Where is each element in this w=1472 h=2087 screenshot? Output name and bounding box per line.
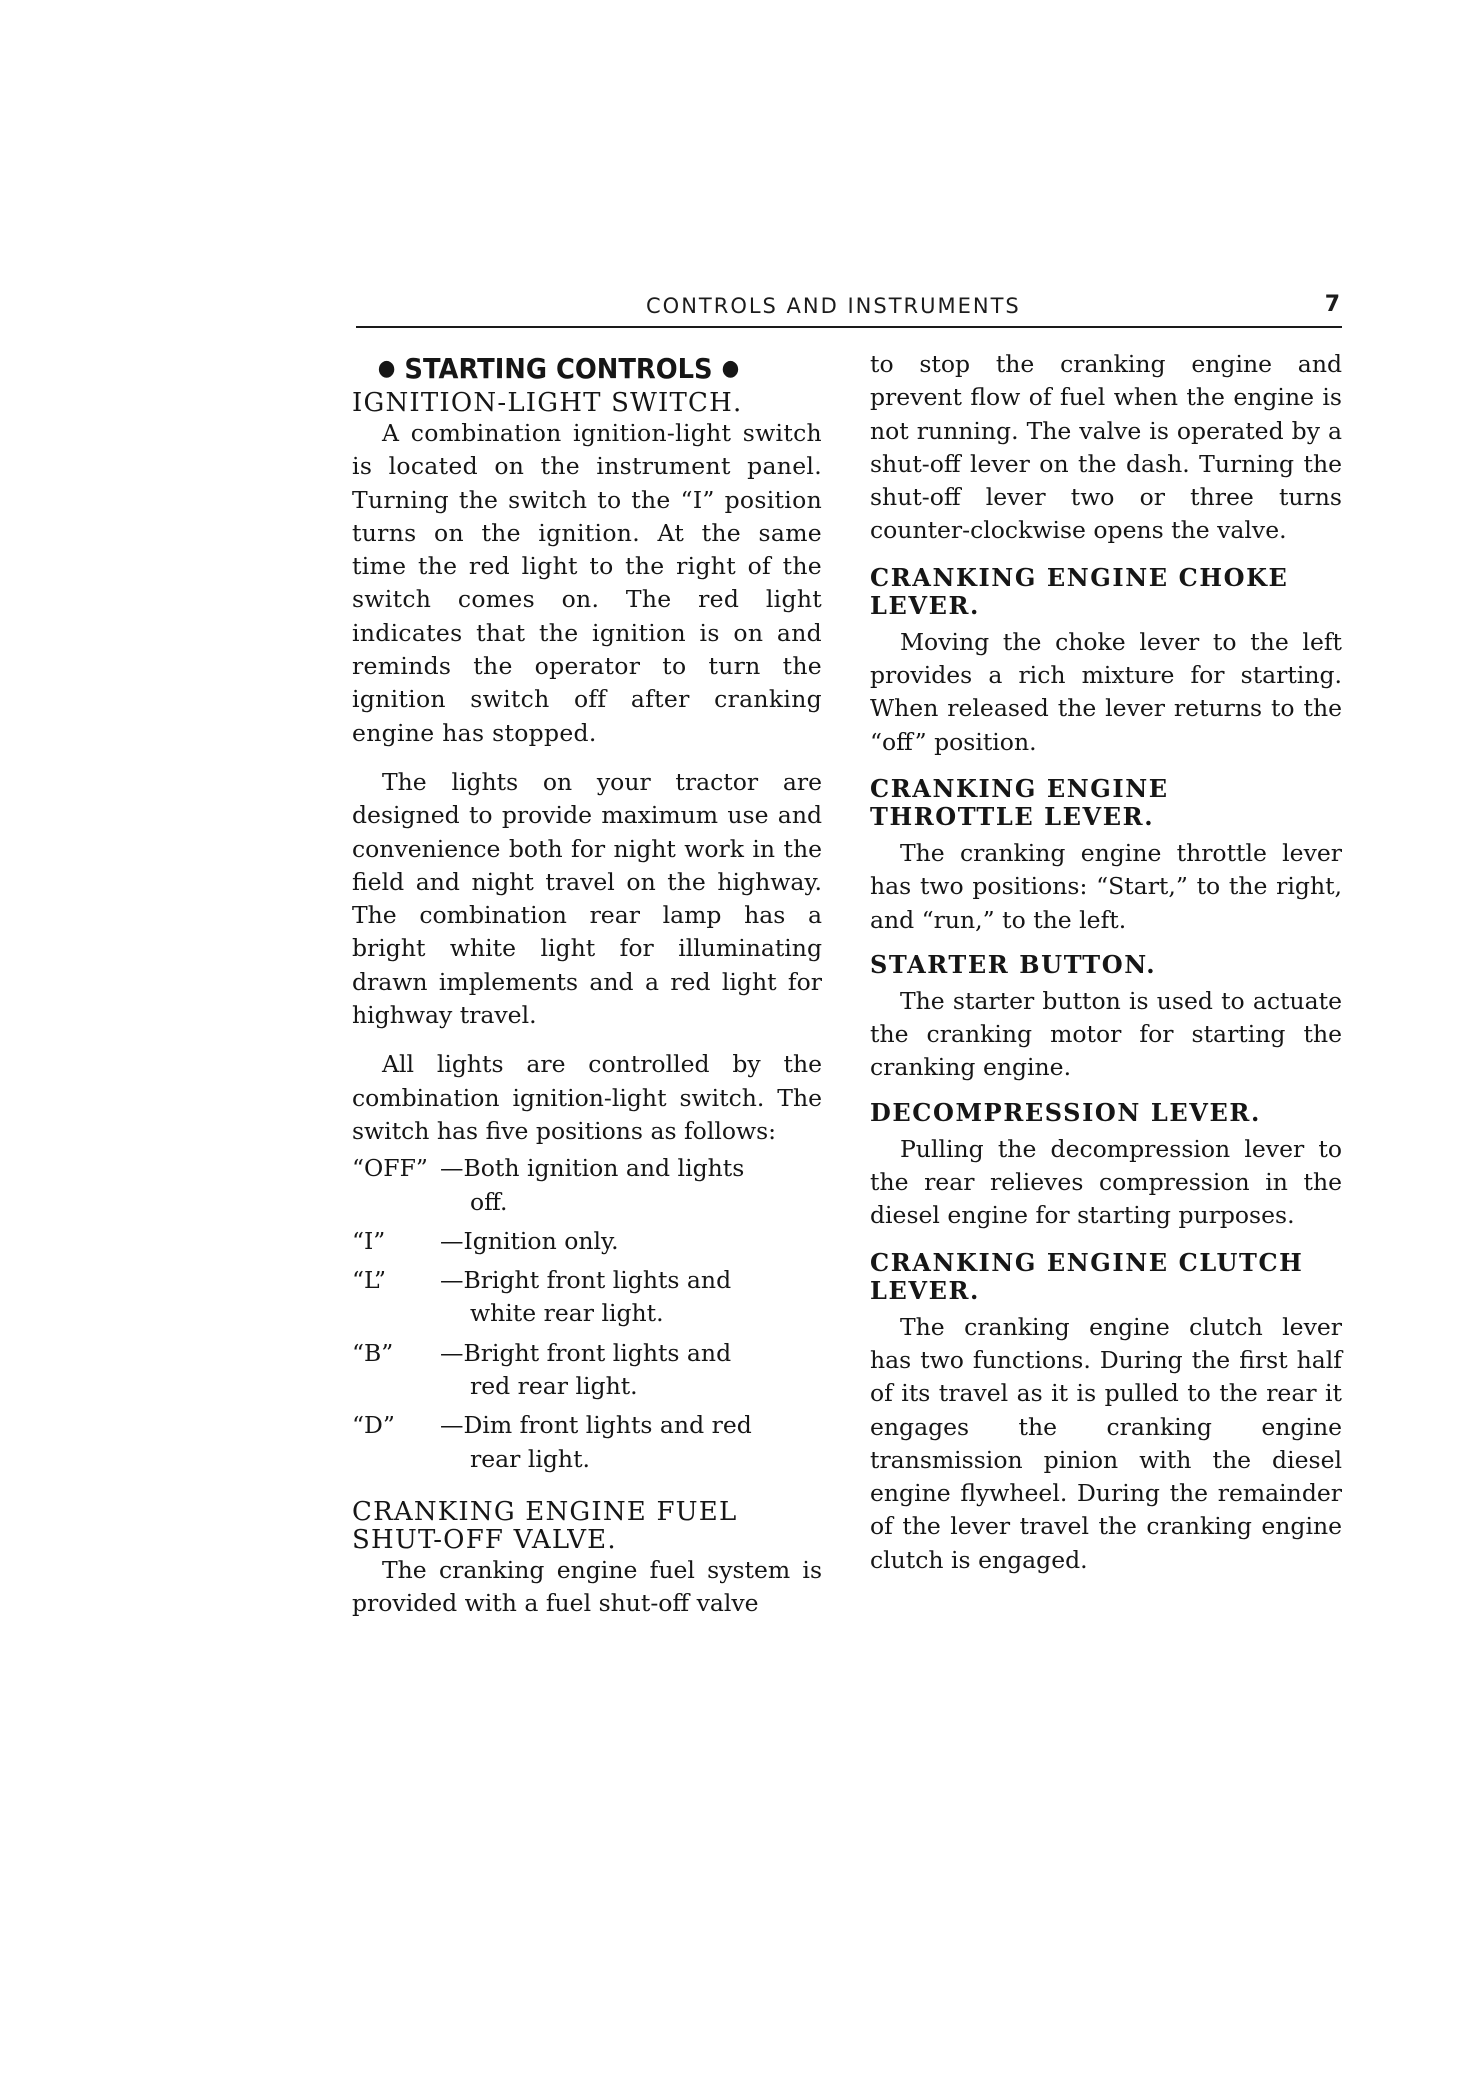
paragraph-throttle-lever: The cranking engine throttle lever has two positions: “Start,” to the right, and “run,” to the left. [870, 838, 1342, 934]
position-description [440, 1225, 822, 1258]
bullet-icon: ● [721, 356, 740, 381]
heading-line: SHUT-OFF VALVE. [352, 1524, 617, 1555]
left-column [352, 348, 822, 1621]
paragraph-ignition-1: A combination ignition-light switch is located on the instrument panel. Turning the switch to the “I” position turns on the ignition. At the same time the red light to the right of the switch comes on. The red light indicates that the ignition is on and reminds the operator to turn the ignition switch off after cranking engine has stopped. [352, 419, 822, 747]
right-column [870, 348, 1342, 1577]
switch-position-off [352, 1152, 822, 1219]
position-description-line: —Dim front lights and red [440, 1411, 752, 1440]
paragraph-fuel-shutoff-cont: to stop the cranking engine and prevent flow of fuel when the engine is not running. The valve is operated by a shut-off lever on the dash. Turning the shut-off lever two or three turns counter-clockwise opens the valve. [870, 350, 1342, 545]
heading-choke-lever [870, 564, 1342, 620]
paragraph-decompression-lever: Pulling the decompression lever to the rear relieves compression in the diesel engine for starting purposes. [870, 1134, 1342, 1230]
page-number: 7 [1324, 292, 1340, 317]
position-description-line: —Bright front lights and [440, 1266, 732, 1295]
heading-throttle-lever [870, 775, 1342, 831]
heading-line: THROTTLE LEVER. [870, 801, 1155, 831]
paragraph-clutch-lever: The cranking engine clutch lever has two functions. During the first half of its travel as it is pulled to the rear it engages the cranking engine transmission pinion with the diesel engine flywheel. During the remainder of the lever travel the cranking engine clutch is engaged. [870, 1312, 1342, 1574]
switch-position-i [352, 1225, 822, 1258]
position-description-line: —Bright front lights and [440, 1338, 732, 1367]
position-code: “I” [352, 1226, 386, 1255]
position-description-cont: red rear light. [470, 1372, 638, 1401]
position-code: “B” [352, 1338, 394, 1367]
position-description-line: —Ignition only. [440, 1226, 619, 1255]
heading-line: CRANKING ENGINE CHOKE [870, 562, 1289, 592]
heading-starter-button: STARTER BUTTON. [870, 949, 1157, 979]
position-description-cont: off. [470, 1187, 508, 1216]
position-description [440, 1409, 822, 1476]
position-description [440, 1152, 822, 1219]
position-description-cont: white rear light. [470, 1299, 664, 1328]
heading-clutch-lever [870, 1249, 1342, 1305]
bullet-icon: ● [377, 356, 396, 381]
heading-fuel-shutoff-valve [352, 1498, 822, 1554]
switch-position-b [352, 1337, 822, 1404]
heading-line: LEVER. [870, 590, 980, 620]
section-title [352, 352, 801, 385]
paragraph-ignition-3: All lights are controlled by the combination ignition-light switch. The switch has five positions as follows: [352, 1050, 822, 1145]
paragraph-ignition-2: The lights on your tractor are designed to provide maximum use and convenience both for night work in the field and night travel on the highway. The combination rear lamp has a bright white light for illuminating drawn implements and a red light for highway travel. [352, 767, 822, 1030]
heading-decompression-lever: DECOMPRESSION LEVER. [870, 1097, 1261, 1127]
page-header [356, 294, 1342, 328]
heading-line: LEVER. [870, 1275, 980, 1305]
switch-position-l [352, 1264, 822, 1331]
position-description [440, 1264, 822, 1331]
switch-positions-list [352, 1152, 822, 1476]
position-description-line: —Both ignition and lights [440, 1154, 745, 1183]
switch-position-d [352, 1409, 822, 1476]
position-code: “OFF” [352, 1154, 428, 1183]
section-title-text: STARTING CONTROLS [404, 352, 713, 385]
paragraph-fuel-shutoff-start: The cranking engine fuel system is provided with a fuel shut-off valve [352, 1555, 822, 1618]
heading-line: CRANKING ENGINE FUEL [352, 1496, 738, 1527]
heading-line: CRANKING ENGINE [870, 773, 1169, 803]
heading-ignition-light-switch: IGNITION-LIGHT SWITCH. [352, 388, 743, 418]
running-head: CONTROLS AND INSTRUMENTS [646, 294, 1021, 318]
paragraph-choke-lever: Moving the choke lever to the left provides a rich mixture for starting. When released the lever returns to the “off” position. [870, 627, 1342, 756]
paragraph-starter-button: The starter button is used to actuate the cranking motor for starting the cranking engine. [870, 986, 1342, 1082]
position-description [440, 1337, 822, 1404]
heading-line: CRANKING ENGINE CLUTCH [870, 1247, 1304, 1277]
position-description-cont: rear light. [470, 1444, 590, 1473]
position-code: “D” [352, 1411, 395, 1440]
position-code: “L” [352, 1266, 386, 1295]
